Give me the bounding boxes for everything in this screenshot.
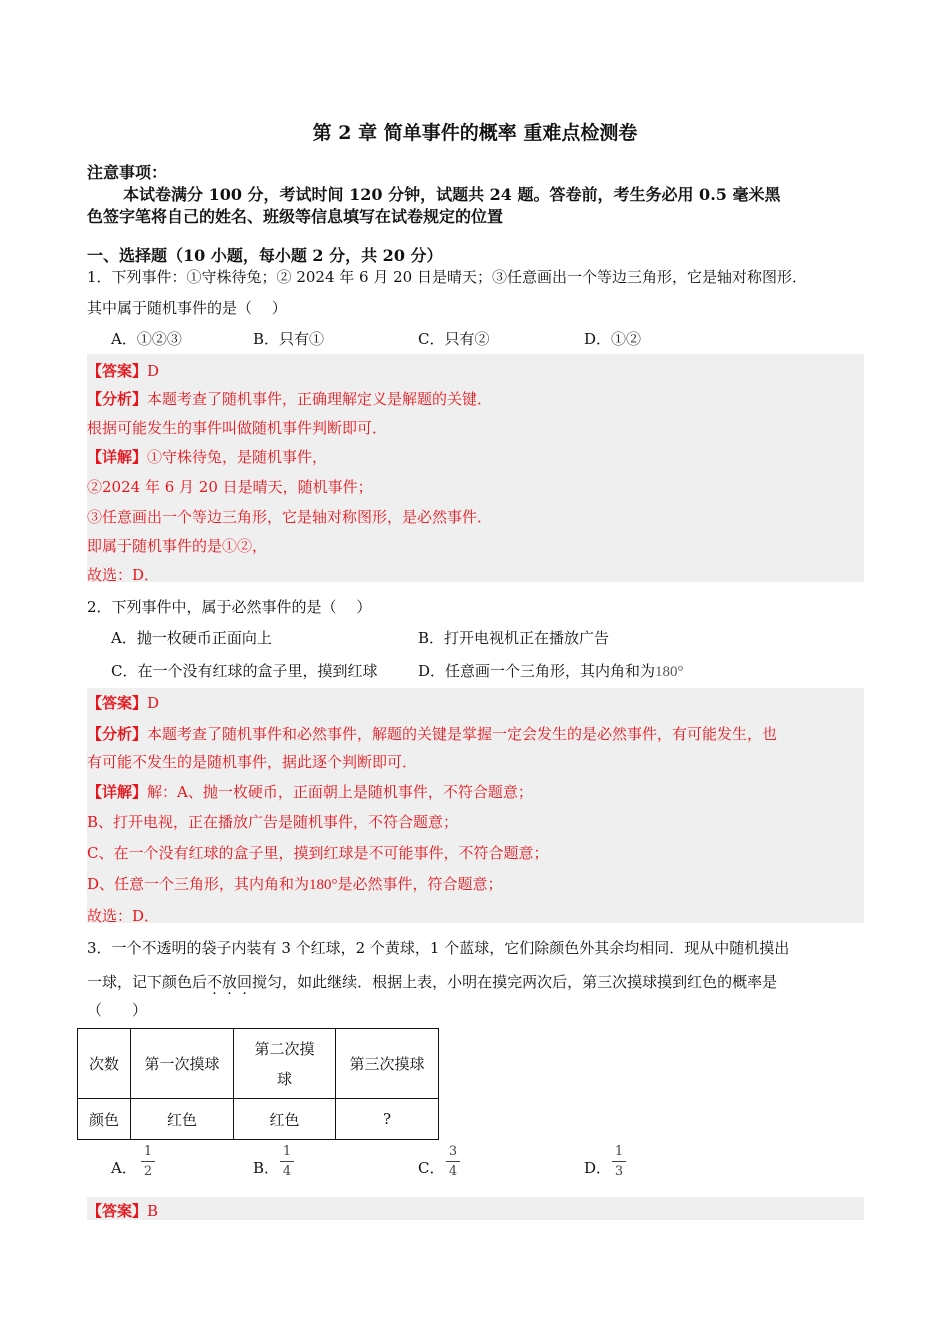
table-cell: 红色 (234, 1099, 336, 1140)
numerator: 1 (282, 1144, 292, 1159)
denominator: 3 (614, 1164, 624, 1179)
q1-option-c: C．只有② (418, 330, 490, 348)
q1-stem-line-1: 1．下列事件：①守株待兔；② 2024 年 6 月 20 日是晴天；③任意画出一个等边三角形，它是轴对称图形． (87, 268, 807, 286)
table-cell: ? (336, 1099, 439, 1140)
table-cell: 次数 (78, 1029, 131, 1099)
q3-option-a-fraction (141, 1144, 155, 1179)
analysis-tag: 【分析】 (87, 725, 148, 743)
answer-value: D (147, 362, 160, 380)
q1-option-d: D．①② (584, 330, 642, 348)
answer-tag: 【答案】 (87, 1202, 148, 1220)
table-cell (234, 1029, 336, 1099)
answer-tag: 【答案】 (87, 694, 148, 712)
q3-stem-2a: 一球，记下颜色后 (87, 973, 208, 991)
q1-detail-5: 故选：D． (87, 566, 160, 584)
q3-option-c-label: C． (418, 1159, 445, 1177)
q3-option-a-label: A． (111, 1159, 137, 1177)
detail-text: 解：A、抛一枚硬币，正面朝上是随机事件，不符合题意； (147, 783, 533, 801)
option-d-math: 180° (655, 664, 684, 680)
q1-detail-4: 即属于随机事件的是①②， (87, 537, 268, 555)
q3-stem-line-1: 3．一个不透明的袋子内装有 3 个红球，2 个黄球，1 个蓝球，它们除颜色外其余均相同．现从中随机摸出 (87, 939, 790, 957)
q1-option-a: A．①②③ (111, 330, 182, 348)
q2-answer (87, 692, 159, 713)
denominator: 2 (143, 1164, 153, 1179)
answer-value: B (147, 1202, 159, 1220)
q1-analysis (87, 388, 492, 409)
numerator: 3 (448, 1144, 458, 1159)
cell-line: 第二次摸 (254, 1039, 315, 1058)
q1-detail-2: ②2024 年 6 月 20 日是晴天，随机事件； (87, 478, 373, 496)
q1-stem-line-2: 其中属于随机事件的是（ ） (87, 299, 287, 317)
q1-option-b: B．只有① (253, 330, 325, 348)
page-title: 第 2 章 简单事件的概率 重难点检测卷 (312, 122, 638, 144)
section-heading: 一、选择题（10 小题，每小题 2 分，共 20 分） (87, 246, 443, 265)
q2-detail-5: 故选：D． (87, 907, 160, 925)
q3-option-d-fraction (612, 1144, 626, 1179)
denominator: 4 (282, 1164, 292, 1179)
analysis-text: 本题考查了随机事件，正确理解定义是解题的关键． (147, 390, 493, 408)
detail-4b: 是必然事件，符合题意； (337, 875, 503, 893)
q2-option-a: A．抛一枚硬币正面向上 (111, 629, 272, 647)
q1-answer (87, 360, 159, 381)
q2-analysis-2: 有可能不发生的是随机事件，据此逐个判断即可． (87, 753, 418, 771)
numerator: 1 (614, 1144, 624, 1159)
q3-option-b-label: B． (253, 1159, 280, 1177)
notice-line-2: 色签字笔将自己的姓名、班级等信息填写在试卷规定的位置 (87, 207, 504, 226)
detail-text: ①守株待兔，是随机事件， (147, 448, 328, 466)
notice-line-1: 本试卷满分 100 分，考试时间 120 分钟，试题共 24 题。答卷前，考生务必用 0.5 毫米黑 (123, 185, 781, 204)
table-row (78, 1099, 439, 1140)
emphasis-char-3: 回 (237, 973, 253, 991)
q3-stem-line-2 (87, 971, 777, 992)
answer-tag: 【答案】 (87, 362, 148, 380)
q3-option-b-fraction (280, 1144, 294, 1179)
table-cell: 第三次摸球 (336, 1029, 439, 1099)
option-d-text: D．任意画一个三角形，其内角和为 (418, 662, 656, 680)
q3-table (77, 1028, 439, 1140)
q3-option-c-fraction (446, 1144, 460, 1179)
q3-stem-line-3: （ ） (87, 1001, 148, 1019)
q2-option-b: B．打开电视机正在播放广告 (418, 629, 610, 647)
q2-option-d (418, 660, 684, 681)
q3-option-d-label: D． (584, 1159, 612, 1177)
q2-detail-2: B、打开电视，正在播放广告是随机事件，不符合题意； (87, 813, 459, 831)
denominator: 4 (448, 1164, 458, 1179)
q2-detail (87, 781, 533, 802)
answer-value: D (147, 694, 160, 712)
emphasis-char-1: 不 (207, 973, 223, 991)
table-cell: 颜色 (78, 1099, 131, 1140)
cell-line: 球 (276, 1069, 292, 1088)
q2-detail-3: C、在一个没有红球的盒子里，摸到红球是不可能事件，不符合题意； (87, 844, 549, 862)
table-row (78, 1029, 439, 1099)
table-cell: 第一次摸球 (131, 1029, 234, 1099)
q2-analysis (87, 723, 777, 744)
detail-4-math: 180° (309, 877, 338, 893)
q2-detail-4 (87, 873, 503, 894)
q1-analysis-2: 根据可能发生的事件叫做随机事件判断即可． (87, 419, 388, 437)
q3-stem-2b: 搅匀，如此继续．根据上表，小明在摸完两次后，第三次摸球摸到红色的概率是 (252, 973, 778, 991)
detail-tag: 【详解】 (87, 448, 148, 466)
q2-stem: 2．下列事件中，属于必然事件的是（ ） (87, 598, 372, 616)
q3-answer-box (87, 1197, 864, 1220)
emphasis-char-2: 放 (222, 973, 238, 991)
analysis-tag: 【分析】 (87, 390, 148, 408)
detail-tag: 【详解】 (87, 783, 148, 801)
q3-answer (87, 1200, 158, 1221)
analysis-text: 本题考查了随机事件和必然事件，解题的关键是掌握一定会发生的是必然事件，有可能发生，也 (147, 725, 778, 743)
detail-4a: D、任意一个三角形，其内角和为 (87, 875, 310, 893)
numerator: 1 (143, 1144, 153, 1159)
notice-heading: 注意事项： (87, 163, 168, 182)
q1-detail (87, 446, 327, 467)
table-cell: 红色 (131, 1099, 234, 1140)
q1-detail-3: ③任意画出一个等边三角形，它是轴对称图形，是必然事件． (87, 508, 493, 526)
q2-option-c: C．在一个没有红球的盒子里，摸到红球 (111, 662, 378, 680)
